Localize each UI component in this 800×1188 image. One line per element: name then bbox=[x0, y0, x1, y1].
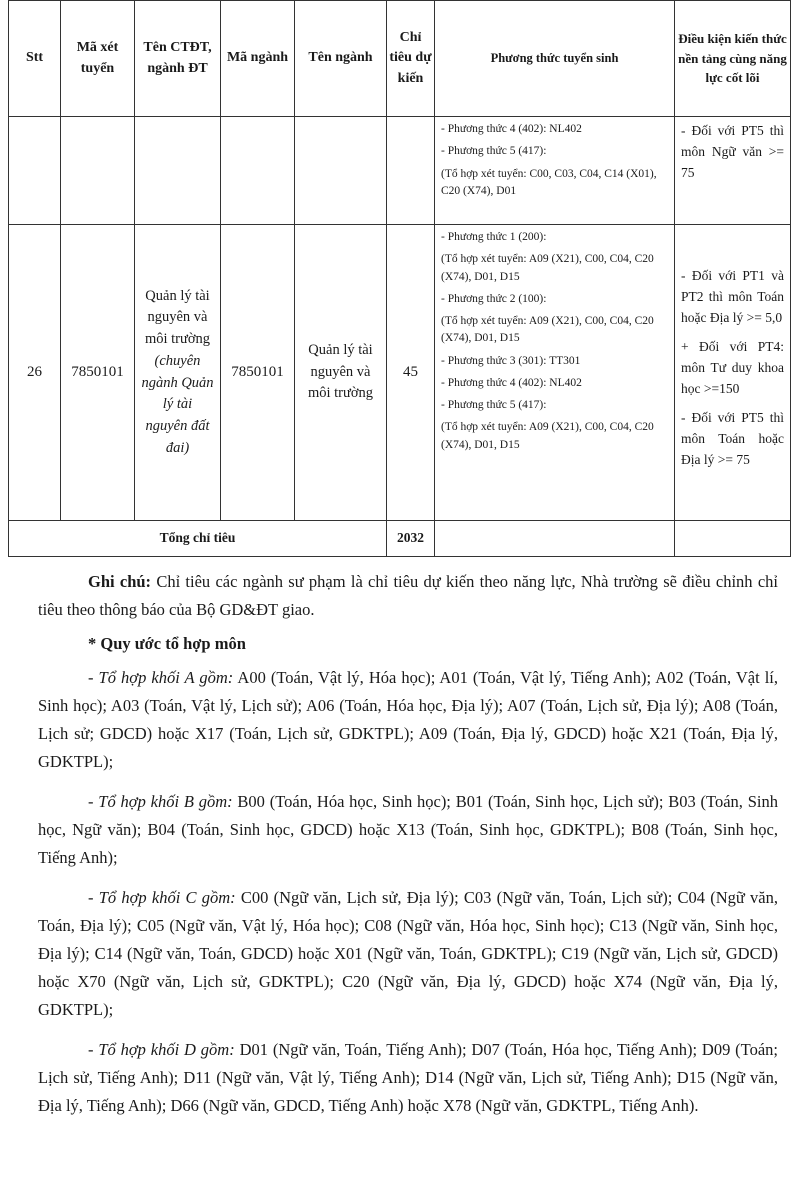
row-ten-ctdt bbox=[135, 225, 221, 521]
block-a-paragraph bbox=[38, 664, 778, 776]
header-ma-nganh: Mã ngành bbox=[221, 1, 295, 117]
condition-line: - Đối với PT5 thì môn Ngữ văn >= 75 bbox=[681, 123, 784, 180]
condition-line: + Đối với PT4: môn Tư duy khoa học >=150 bbox=[681, 339, 784, 396]
method-line: (Tổ hợp xét tuyển: A09 (X21), C00, C04, C20 (X74), D01, D15 bbox=[441, 253, 654, 283]
methods-list-26 bbox=[435, 225, 675, 521]
admission-table bbox=[8, 0, 791, 557]
conditions-previous bbox=[675, 117, 791, 225]
total-value: 2032 bbox=[387, 521, 435, 557]
method-line: - Phương thức 4 (402): NL402 bbox=[441, 123, 582, 135]
block-b-text: B00 (Toán, Hóa học, Sinh học); B01 (Toán, Sinh học, Lịch sử); B03 (Toán, Sinh học, Ngữ văn); B04 (Toán, Sinh học, GDCD) hoặc X13 (Toán, Sinh học, GDKTPL); B08 (Toán, Sinh học, Tiếng Anh); bbox=[38, 792, 778, 867]
method-line: - Phương thức 5 (417): bbox=[441, 399, 547, 411]
table-row-26 bbox=[9, 225, 791, 521]
header-ma-xet-tuyen: Mã xét tuyển bbox=[61, 1, 135, 117]
note-paragraph bbox=[38, 568, 778, 624]
block-d-text: D01 (Ngữ văn, Toán, Tiếng Anh); D07 (Toán, Hóa học, Tiếng Anh); D09 (Toán; Lịch sử, Tiếng Anh); D11 (Ngữ văn, Vật lý, Tiếng Anh); D14 (Ngữ văn, Lịch sử, Tiếng Anh); D15 (Ngữ văn, Địa lý, Tiếng Anh); D66 (Ngữ văn, GDCD, Tiếng Anh) hoặc X78 (Ngữ văn, GDKTPL, Tiếng Anh). bbox=[38, 1040, 778, 1115]
condition-line: - Đối với PT5 thì môn Toán hoặc Địa lý >= 75 bbox=[681, 409, 784, 467]
conditions-26 bbox=[675, 225, 791, 521]
row-ten-nganh: Quản lý tài nguyên và môi trường bbox=[295, 225, 387, 521]
table-row-previous bbox=[9, 117, 791, 225]
method-line: (Tổ hợp xét tuyển: A09 (X21), C00, C04, C20 (X74), D01, D15 bbox=[441, 421, 654, 451]
header-chi-tieu: Chỉ tiêu dự kiến bbox=[387, 1, 435, 117]
block-d-paragraph bbox=[38, 1036, 778, 1120]
note-label: Ghi chú: bbox=[88, 572, 152, 591]
total-label: Tổng chỉ tiêu bbox=[9, 521, 387, 557]
method-line: - Phương thức 1 (200): bbox=[441, 231, 547, 243]
method-line: (Tổ hợp xét tuyển: A09 (X21), C00, C04, C20 (X74), D01, D15 bbox=[441, 315, 654, 345]
block-d-label: - Tổ hợp khối D gồm: bbox=[88, 1040, 235, 1059]
row-stt: 26 bbox=[9, 225, 61, 521]
block-b-label: - Tổ hợp khối B gồm: bbox=[88, 792, 233, 811]
note-text: Chỉ tiêu các ngành sư phạm là chỉ tiêu dự kiến theo năng lực, Nhà trường sẽ điều chỉnh chỉ tiêu theo thông báo của Bộ GD&ĐT giao. bbox=[38, 572, 778, 619]
header-ten-ctdt: Tên CTĐT, ngành ĐT bbox=[135, 1, 221, 117]
program-name: Quản lý tài nguyên và môi trường bbox=[144, 287, 211, 347]
block-b-paragraph bbox=[38, 788, 778, 872]
table-header-row bbox=[9, 1, 791, 117]
method-line: (Tổ hợp xét tuyển: C00, C03, C04, C14 (X01), C20 (X74), D01 bbox=[441, 167, 657, 197]
block-a-text: A00 (Toán, Vật lý, Hóa học); A01 (Toán, Vật lý, Tiếng Anh); A02 (Toán, Vật lí, Sinh học); A03 (Toán, Vật lý, Lịch sử); A06 (Toán, Hóa học, Địa lý); A07 (Toán, Lịch sử, Địa lý); A08 (Toán, Lịch sử; GDCD) hoặc X17 (Toán, Lịch sử, GDKTPL); A09 (Toán, Địa lý, GDCD) hoặc X21 (Toán, Địa lý, GDKTPL); bbox=[38, 668, 779, 771]
table-total-row bbox=[9, 521, 791, 557]
combination-title: * Quy ước tổ hợp môn bbox=[88, 634, 246, 653]
method-line: - Phương thức 3 (301): TT301 bbox=[441, 354, 581, 367]
header-ten-nganh: Tên ngành bbox=[295, 1, 387, 117]
row-ma-nganh: 7850101 bbox=[221, 225, 295, 521]
row-ma-xet-tuyen: 7850101 bbox=[61, 225, 135, 521]
block-c-text: C00 (Ngữ văn, Lịch sử, Địa lý); C03 (Ngữ văn, Toán, Lịch sử); C04 (Ngữ văn, Toán, Địa lý); C05 (Ngữ văn, Vật lý, Hóa học); C08 (Ngữ văn, Hóa học, Sinh học); C13 (Ngữ văn, Sinh học, Địa lý); C14 (Ngữ văn, Toán, GDCD) hoặc X01 (Ngữ văn, Toán, GDKTPL); C19 (Ngữ văn, Lịch sử, GDCD) hoặc X70 (Ngữ văn, Lịch sử, GDKTPL); C20 (Ngữ văn, Địa lý, GDCD) hoặc X74 (Ngữ văn, Địa lý, GDKTPL); bbox=[38, 888, 778, 1019]
block-c-label: - Tổ hợp khối C gồm: bbox=[88, 888, 236, 907]
header-stt: Stt bbox=[9, 1, 61, 117]
header-dieu-kien: Điều kiện kiến thức nền tảng cùng năng lực cốt lõi bbox=[675, 1, 791, 117]
row-chi-tieu: 45 bbox=[387, 225, 435, 521]
block-c-paragraph bbox=[38, 884, 778, 1024]
method-line: - Phương thức 2 (100): bbox=[441, 292, 547, 305]
header-phuong-thuc: Phương thức tuyển sinh bbox=[435, 1, 675, 117]
methods-list-previous bbox=[435, 117, 675, 225]
notes-section bbox=[38, 568, 778, 1126]
condition-line: - Đối với PT1 và PT2 thì môn Toán hoặc Địa lý >= 5,0 bbox=[681, 268, 784, 326]
method-line: - Phương thức 5 (417): bbox=[441, 145, 547, 158]
block-a-label: - Tổ hợp khối A gồm: bbox=[88, 668, 234, 687]
program-specialization: (chuyên ngành Quản lý tài nguyên đất đai) bbox=[141, 352, 214, 456]
method-line: - Phương thức 4 (402): NL402 bbox=[441, 376, 582, 389]
